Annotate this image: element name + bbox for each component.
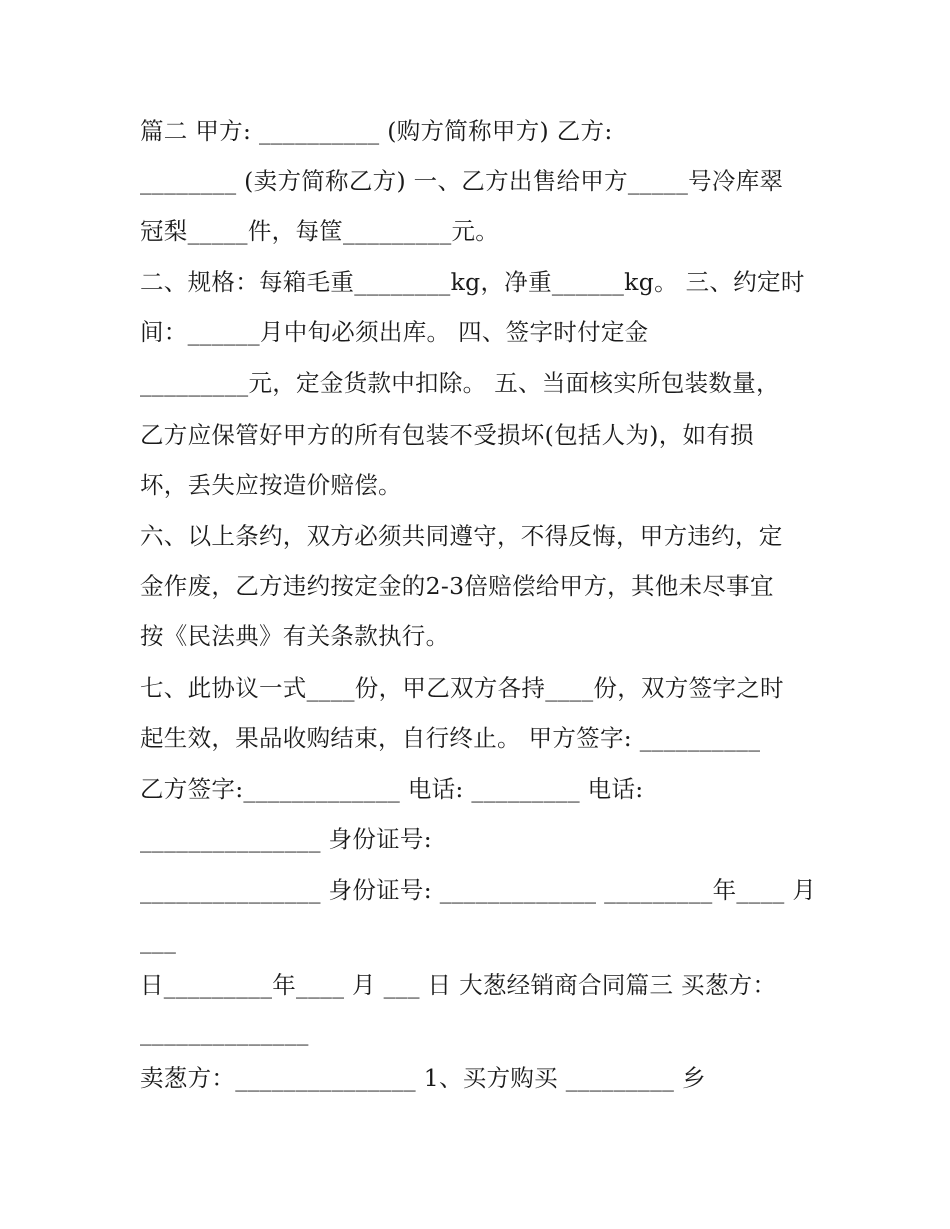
text-line: _________元，定金货款中扣除。 五、当面核实所包装数量， [140, 369, 780, 397]
text-line: ________ (卖方简称乙方) 一、乙方出售给甲方_____号冷库翠 [140, 167, 784, 195]
text-line: 金作废，乙方违约按定金的2-3倍赔偿给甲方，其他未尽事宜 [140, 572, 774, 600]
text-line: _______________ 身份证号: _____________ _________年____ 月 [140, 876, 817, 904]
text-line: 起生效，果品收购结束，自行终止。 甲方签字: __________ [140, 724, 761, 752]
text-line: ______________ [140, 1018, 309, 1046]
text-line: 七、此协议一式____份，甲乙双方各持____份，双方签字之时 [140, 674, 784, 702]
text-line: 冠梨_____件，每筐_________元。 [140, 217, 500, 245]
text-line: 卖葱方：_______________ 1、买方购买 _________ 乡 [140, 1064, 706, 1092]
text-line: 二、规格：每箱毛重________kg，净重______kg。 三、约定时 [140, 268, 805, 296]
text-line: _______________ 身份证号: [140, 825, 432, 853]
text-line: 乙方签字:_____________ 电话: _________ 电话: [140, 775, 644, 803]
text-line: 乙方应保管好甲方的所有包装不受损坏(包括人为)，如有损 [140, 421, 754, 449]
text-line: 间：______月中旬必须出库。 四、签字时付定金 [140, 318, 649, 346]
text-line: 六、以上条约，双方必须共同遵守，不得反悔，甲方违约，定 [140, 522, 783, 550]
text-line: 篇二 甲方: __________ (购方简称甲方) 乙方: [140, 117, 613, 145]
text-line: ___ [140, 926, 177, 954]
text-line: 坏，丢失应按造价赔偿。 [140, 471, 402, 499]
text-line: 按《民法典》有关条款执行。 [140, 622, 450, 650]
text-line: 日_________年____ 月 ___ 日 大葱经销商合同篇三 买葱方： [140, 971, 777, 999]
